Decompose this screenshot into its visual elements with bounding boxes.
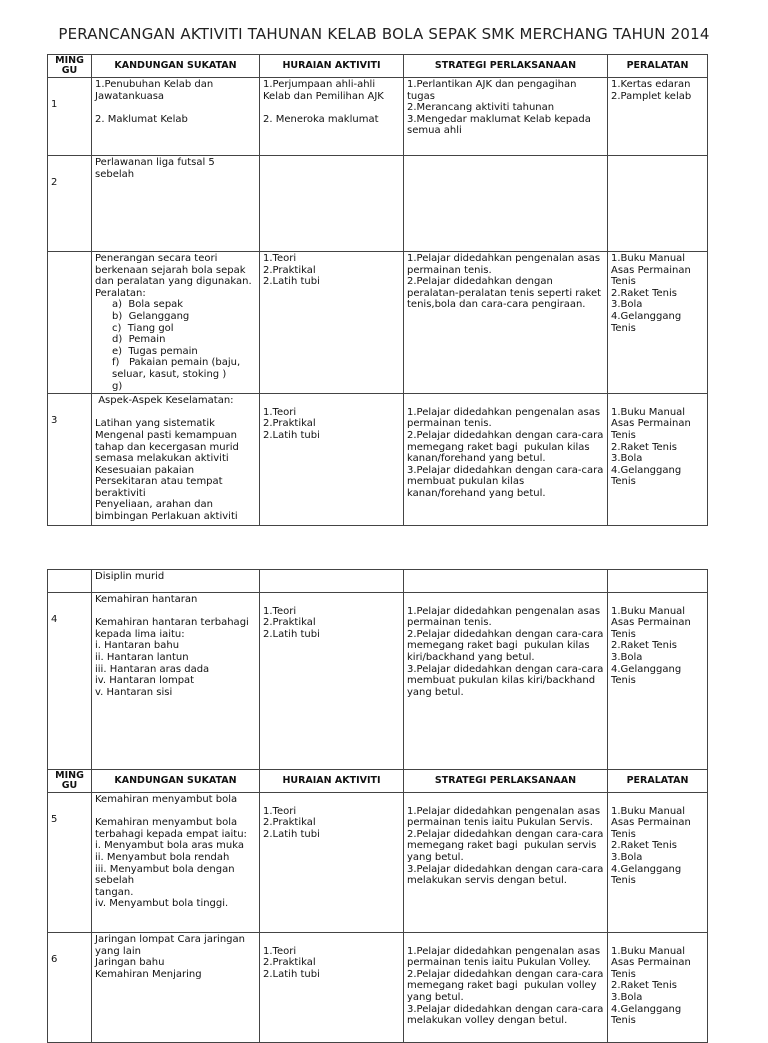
activity-cell <box>260 570 404 593</box>
cell-line: d) Pemain <box>112 334 166 346</box>
strategy-cell <box>404 394 608 526</box>
table-row <box>48 593 708 770</box>
equipment-cell <box>608 793 708 933</box>
cell-line: g) <box>112 380 123 392</box>
cell-line: Aspek-Aspek Keselamatan: <box>95 395 234 407</box>
strategy-cell <box>404 793 608 933</box>
cell-line: 4.Gelanggang Tenis <box>611 464 685 488</box>
cell-line: 2.Raket Tenis <box>611 287 677 299</box>
table-header-row <box>48 770 708 793</box>
cell-line: c) Tiang gol <box>112 322 174 334</box>
activity-cell <box>260 78 404 156</box>
strategy-cell <box>404 156 608 252</box>
content-cell <box>92 933 260 1043</box>
cell-line: 2.Praktikal <box>263 957 316 969</box>
cell-line: 2.Latih tubi <box>263 276 320 288</box>
cell-line: 2.Pelajar didedahkan dengan cara-cara memegang raket bagi pukulan volley yang betul. <box>407 968 607 1003</box>
activity-plan-table-1 <box>47 54 708 526</box>
header-equipment: PERALATAN <box>608 770 708 793</box>
cell-line: 2 <box>51 177 58 188</box>
header-activity: HURAIAN AKTIVITI <box>260 770 404 793</box>
activity-plan-table-3 <box>47 769 708 1043</box>
blank-line <box>263 102 400 114</box>
equipment-cell <box>608 394 708 526</box>
cell-line: iii. Menyambut bola dengan sebelah <box>95 863 238 887</box>
content-cell <box>92 252 260 394</box>
activity-plan-table-2 <box>47 569 708 770</box>
cell-line: 1.Teori <box>263 945 297 957</box>
header-content: KANDUNGAN SUKATAN <box>92 770 260 793</box>
week-cell <box>48 793 92 933</box>
cell-line: Latihan yang sistematik <box>95 418 215 430</box>
cell-line: Disiplin murid <box>95 571 165 582</box>
cell-line: 1 <box>51 99 58 110</box>
content-cell <box>92 156 260 252</box>
cell-line: Peralatan: <box>95 287 146 299</box>
cell-line: 1.Pelajar didedahkan pengenalan asas permainan tenis. <box>407 406 604 430</box>
cell-line: ii. Hantaran lantun <box>95 651 189 663</box>
activity-cell <box>260 793 404 933</box>
content-cell <box>92 570 260 593</box>
activity-cell <box>260 933 404 1043</box>
header-activity: HURAIAN AKTIVITI <box>260 55 404 78</box>
cell-line: 2.Latih tubi <box>263 429 320 441</box>
header-strategy: STRATEGI PERLAKSANAAN <box>404 55 608 78</box>
cell-line: 3.Bola <box>611 299 643 311</box>
activity-cell <box>260 593 404 770</box>
strategy-cell <box>404 78 608 156</box>
blank-line <box>407 934 604 946</box>
cell-line: iii. Hantaran aras dada <box>95 663 210 675</box>
cell-line: 3 <box>51 415 58 427</box>
blank-line <box>407 794 604 806</box>
cell-line: 1.Pelajar didedahkan pengenalan asas permainan tenis iaitu Pukulan Servis. <box>407 805 604 829</box>
cell-line: 3.Pelajar didedahkan dengan cara-cara melakukan servis dengan betul. <box>407 863 607 887</box>
blank-line <box>263 934 400 946</box>
cell-line: 1.Penubuhan Kelab dan Jawatankuasa <box>95 79 217 102</box>
activity-cell <box>260 156 404 252</box>
blank-line <box>407 594 604 606</box>
cell-line: 3.Bola <box>611 991 643 1003</box>
week-cell <box>48 570 92 593</box>
cell-line: i. Hantaran bahu <box>95 640 180 652</box>
cell-line: Perlawanan liga futsal 5 sebelah <box>95 157 218 180</box>
cell-line: 1.Pelajar didedahkan pengenalan asas permainan tenis iaitu Pukulan Volley. <box>407 945 604 969</box>
equipment-cell <box>608 156 708 252</box>
cell-line: Penerangan secara teori berkenaan sejarah bola sepak dan peralatan yang digunakan. <box>95 253 252 288</box>
equipment-cell <box>608 570 708 593</box>
cell-line: Kemahiran menyambut bola terbahagi kepada empat iaitu: <box>95 817 247 840</box>
cell-line: v. Hantaran sisi <box>95 686 173 698</box>
cell-line: 3.Bola <box>611 851 643 863</box>
strategy-cell <box>404 252 608 394</box>
cell-line: 4 <box>51 614 58 625</box>
strategy-cell <box>404 933 608 1043</box>
strategy-cell <box>404 570 608 593</box>
cell-line: 1.Teori <box>263 605 297 617</box>
content-cell <box>92 593 260 770</box>
cell-line: 4.Gelanggang Tenis <box>611 863 685 887</box>
week-cell <box>48 933 92 1043</box>
page-title: PERANCANGAN AKTIVITI TAHUNAN KELAB BOLA SEPAK SMK MERCHANG TAHUN 2014 <box>58 25 710 43</box>
blank-line <box>95 407 256 419</box>
table-row <box>48 252 708 394</box>
cell-line: Mengenal pasti kemampuan tahap dan kecergasan murid semasa melakukan aktiviti <box>95 429 243 465</box>
activity-cell <box>260 252 404 394</box>
cell-line: 1.Perjumpaan ahli-ahli Kelab dan Pemilihan AJK <box>263 79 384 102</box>
cell-line: 2.Pelajar didedahkan dengan peralatan-peralatan tenis seperti raket tenis,bola dan cara-cara pengiraan. <box>407 276 605 311</box>
header-content: KANDUNGAN SUKATAN <box>92 55 260 78</box>
strategy-cell <box>404 593 608 770</box>
week-cell <box>48 252 92 394</box>
equipment-cell <box>608 252 708 394</box>
table-row <box>48 570 708 593</box>
week-cell <box>48 78 92 156</box>
blank-line <box>95 806 256 818</box>
cell-line: 2.Raket Tenis <box>611 840 677 852</box>
cell-line: iv. Hantaran lompat <box>95 675 195 687</box>
table-row <box>48 933 708 1043</box>
table-header-row <box>48 55 708 78</box>
cell-line: 3.Pelajar didedahkan dengan cara-cara membuat pukulan kilas kanan/forehand yang betul. <box>407 464 607 499</box>
header-equipment: PERALATAN <box>608 55 708 78</box>
cell-line: 4.Gelanggang Tenis <box>611 663 685 687</box>
cell-line: 1.Pelajar didedahkan pengenalan asas permainan tenis. <box>407 605 604 629</box>
cell-line: 1.Perlantikan AJK dan pengagihan tugas <box>407 79 580 102</box>
content-cell <box>92 394 260 526</box>
table-row <box>48 78 708 156</box>
cell-line: 5 <box>51 814 58 825</box>
content-cell <box>92 78 260 156</box>
cell-line: Kesesuaian pakaian <box>95 464 195 476</box>
cell-line: 2.Latih tubi <box>263 968 320 980</box>
table-row <box>48 394 708 526</box>
week-cell <box>48 593 92 770</box>
blank-line <box>611 934 704 946</box>
blank-line <box>407 395 604 407</box>
cell-line: 1.Kertas edaran <box>611 79 691 90</box>
cell-line: 1.Buku Manual Asas Permainan Tenis <box>611 605 694 640</box>
cell-line: 3.Bola <box>611 651 643 663</box>
cell-line: b) Gelanggang <box>112 310 190 322</box>
cell-line: a) Bola sepak <box>112 299 184 311</box>
cell-line: Kemahiran menyambut bola <box>95 794 238 805</box>
cell-line: 1.Buku Manual Asas Permainan Tenis <box>611 945 694 980</box>
cell-line: Penyeliaan, arahan dan bimbingan Perlakuan aktiviti <box>95 499 238 523</box>
cell-line: 2.Raket Tenis <box>611 441 677 453</box>
cell-line: 2.Praktikal <box>263 617 316 629</box>
blank-line <box>611 395 704 407</box>
cell-line: 2. Meneroka maklumat <box>263 113 379 125</box>
blank-line <box>263 594 400 606</box>
cell-line: 3.Pelajar didedahkan dengan cara-cara membuat pukulan kilas kiri/backhand yang betul. <box>407 663 607 698</box>
cell-line: 2.Pelajar didedahkan dengan cara-cara memegang raket bagi pukulan kilas kanan/forehand yang betul. <box>407 429 607 465</box>
blank-line <box>95 606 256 618</box>
activity-cell <box>260 394 404 526</box>
cell-line: 4.Gelanggang Tenis <box>611 310 685 334</box>
equipment-cell <box>608 933 708 1043</box>
header-week: MING GU <box>48 770 92 793</box>
cell-line: 2.Latih tubi <box>263 628 320 640</box>
cell-line: i. Menyambut bola aras muka <box>95 840 244 852</box>
cell-line: 2.Pelajar didedahkan dengan cara-cara memegang raket bagi pukulan kilas kiri/backhand yang betul. <box>407 628 607 663</box>
cell-line: Persekitaran atau tempat beraktiviti <box>95 476 226 499</box>
cell-line: 3.Bola <box>611 453 643 465</box>
blank-line <box>263 395 400 407</box>
header-strategy: STRATEGI PERLAKSANAAN <box>404 770 608 793</box>
cell-line: 2.Merancang aktiviti tahunan <box>407 102 555 114</box>
cell-line: e) Tugas pemain <box>112 345 198 357</box>
week-cell <box>48 394 92 526</box>
blank-line <box>611 594 704 606</box>
table-row <box>48 156 708 252</box>
cell-line: tangan. <box>95 886 134 898</box>
blank-line <box>95 102 256 114</box>
blank-line <box>263 794 400 806</box>
cell-line: 2.Raket Tenis <box>611 980 677 992</box>
content-cell <box>92 793 260 933</box>
cell-line: 2.Praktikal <box>263 817 316 829</box>
cell-line: 1.Pelajar didedahkan pengenalan asas permainan tenis. <box>407 253 604 276</box>
cell-line: 4.Gelanggang Tenis <box>611 1003 685 1027</box>
cell-line: 2.Pamplet kelab <box>611 90 692 102</box>
cell-line: iv. Menyambut bola tinggi. <box>95 898 229 910</box>
cell-line: ii. Menyambut bola rendah <box>95 851 230 863</box>
blank-line <box>611 794 704 806</box>
header-week: MING GU <box>48 55 92 78</box>
cell-line: Kemahiran hantaran <box>95 594 198 605</box>
cell-line: Kemahiran Menjaring <box>95 968 202 980</box>
cell-line: 3.Pelajar didedahkan dengan cara-cara melakukan volley dengan betul. <box>407 1003 607 1027</box>
cell-line: 1.Teori <box>263 253 297 264</box>
cell-line: 1.Buku Manual Asas Permainan Tenis <box>611 805 694 840</box>
cell-line: 2.Latih tubi <box>263 828 320 840</box>
cell-line: Jaringan bahu <box>95 957 165 969</box>
equipment-cell <box>608 593 708 770</box>
table-row <box>48 793 708 933</box>
cell-line: 1.Teori <box>263 406 297 418</box>
cell-line: 2.Pelajar didedahkan dengan cara-cara memegang raket bagi pukulan servis yang betul. <box>407 828 607 863</box>
cell-line: 2.Praktikal <box>263 418 316 430</box>
equipment-cell <box>608 78 708 156</box>
cell-line: 1.Teori <box>263 805 297 817</box>
cell-line: Jaringan lompat Cara jaringan yang lain <box>95 934 249 957</box>
cell-line: Kemahiran hantaran terbahagi kepada lima iaitu: <box>95 617 253 640</box>
cell-line: f) Pakaian pemain (baju, seluar, kasut, stoking ) <box>112 357 244 380</box>
cell-line: 3.Mengedar maklumat Kelab kepada semua ahli <box>407 113 595 137</box>
cell-line: 1.Buku Manual Asas Permainan Tenis <box>611 406 694 441</box>
cell-line: 6 <box>51 954 58 965</box>
cell-line: 2.Praktikal <box>263 264 316 276</box>
week-cell <box>48 156 92 252</box>
cell-line: 2. Maklumat Kelab <box>95 113 188 125</box>
cell-line: 1.Buku Manual Asas Permainan Tenis <box>611 253 694 288</box>
cell-line: 2.Raket Tenis <box>611 640 677 652</box>
